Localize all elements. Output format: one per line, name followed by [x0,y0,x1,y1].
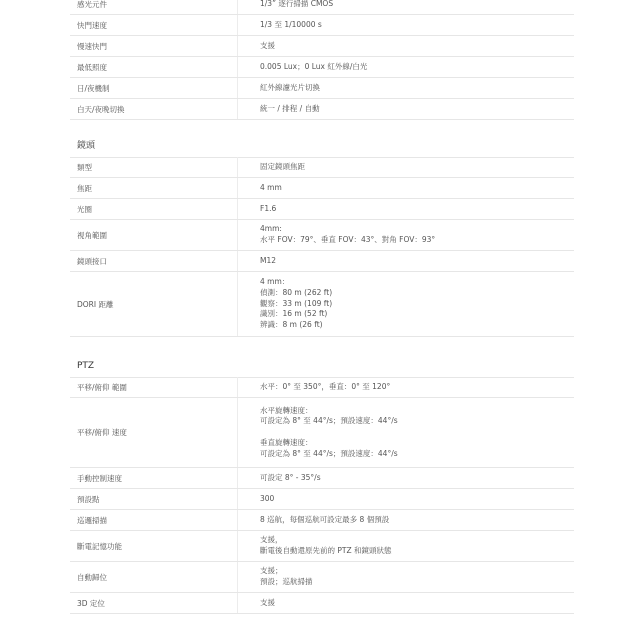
spec-value-line: 固定鏡頭焦距 [260,161,305,171]
spec-value-line: 支援 [260,40,275,50]
spec-value-line: 垂直旋轉速度： [260,437,313,447]
spec-row [70,0,574,15]
spec-value-line: 水平 FOV：79°、垂直 FOV：43°、對角 FOV：93° [260,235,436,244]
spec-row [70,157,574,178]
spec-row [70,562,574,593]
spec-value [260,531,392,561]
section-title: 鏡頭 [77,141,96,151]
spec-value-line: 水平旋轉速度： [260,405,313,415]
column-divider [237,468,238,488]
spec-value [260,99,320,119]
spec-label: 平移/俯仰 範圍 [77,382,127,392]
column-divider [237,593,238,613]
spec-row [70,531,574,562]
spec-value [260,398,398,467]
spec-row [70,251,574,272]
spec-value-line: 預設；巡航掃描 [260,577,313,586]
spec-row [70,57,574,78]
column-divider [237,36,238,56]
column-divider [237,562,238,592]
spec-value [260,78,320,98]
spec-value-line: 偵測：80 m (262 ft) [260,287,333,297]
spec-value [260,36,275,56]
spec-value [260,593,275,613]
column-divider [237,57,238,77]
spec-label: 最低照度 [77,62,107,72]
spec-value [260,15,322,35]
spec-value-line: 4 mm [260,182,282,192]
spec-row [70,468,574,489]
spec-label: 快門速度 [77,20,107,30]
column-divider [237,272,238,336]
spec-row [70,99,574,120]
spec-label: DORI 距離 [77,299,114,309]
column-divider [237,398,238,467]
spec-value [260,510,389,530]
section-header [70,120,574,158]
spec-row [70,199,574,220]
spec-row [70,36,574,57]
spec-row [70,510,574,531]
section-title: PTZ [77,361,95,371]
spec-label: 鏡頭接口 [77,256,107,266]
spec-value [260,468,321,488]
spec-row [70,593,574,614]
spec-value [260,272,332,336]
column-divider [237,178,238,198]
spec-label: 類型 [77,162,92,172]
column-divider [237,157,238,177]
spec-value [260,251,276,271]
spec-label: 巡邏掃描 [77,515,107,525]
spec-row [70,220,574,251]
spec-row [70,489,574,510]
spec-label: 手動控制速度 [77,473,122,483]
column-divider [237,99,238,119]
spec-label: 日/夜機制 [77,83,110,93]
section-header [70,337,574,378]
spec-value-line: 4 mm： [260,277,290,286]
spec-label: 慢速快門 [77,41,107,51]
spec-row [70,398,574,468]
spec-value [260,57,367,77]
spec-value-line: 識別：16 m (52 ft) [260,309,328,319]
spec-value-line: 水平：0° 至 350°，垂直：0° 至 120° [260,381,391,391]
spec-row [70,178,574,199]
column-divider [237,531,238,561]
spec-value [260,489,274,509]
spec-value-line: 觀察：33 m (109 ft) [260,298,333,308]
spec-value-line: 可設定為 8° 至 44°/s；預設速度：44°/s [260,448,398,458]
spec-value-line: 支援 [260,597,275,607]
spec-value-line: 1/3” 逐行掃描 CMOS [260,0,334,9]
spec-label: 白天/夜晚切換 [77,104,125,114]
column-divider [237,78,238,98]
spec-label: 預設點 [77,494,100,504]
column-divider [237,0,238,14]
spec-value [260,220,435,250]
spec-label: 視角範圍 [77,230,107,240]
spec-row [70,15,574,36]
column-divider [237,489,238,509]
spec-value-line: M12 [260,255,277,265]
column-divider [237,510,238,530]
spec-value-line: 可設定 8° - 35°/s [260,472,321,482]
spec-value-line: 紅外線濾光片切換 [260,82,320,92]
spec-value [260,178,282,198]
spec-value [260,377,390,397]
spec-label: 3D 定位 [77,598,105,608]
spec-label: 光圈 [77,204,92,214]
spec-label: 自動歸位 [77,572,107,582]
spec-value-line: 統一 / 排程 / 自動 [260,103,320,113]
spec-value [260,157,305,177]
column-divider [237,377,238,397]
column-divider [237,251,238,271]
spec-value-line: 辨識：8 m (26 ft) [260,320,323,330]
spec-value-line [260,427,398,438]
spec-value [260,562,313,592]
spec-row [70,272,574,337]
spec-value [260,199,276,219]
spec-value [260,0,333,14]
spec-label: 焦距 [77,183,92,193]
spec-value-line: 支援； [260,566,283,576]
spec-value-line: 1/3 至 1/10000 s [260,19,322,29]
spec-label: 感光元件 [77,0,107,9]
spec-value-line: 可設定為 8° 至 44°/s；預設速度：44°/s [260,416,398,426]
column-divider [237,15,238,35]
spec-value-line: 300 [260,493,275,503]
spec-value-line: 0.005 Lux；0 Lux 紅外線/白光 [260,61,368,71]
spec-row [70,78,574,99]
spec-value-line: 4mm: [260,224,282,234]
spec-value-line: 斷電後自動還原先前的 PTZ 和鏡頭狀態 [260,546,392,555]
spec-value-line: 8 巡航，每個巡航可設定最多 8 個預設 [260,514,390,524]
spec-label: 平移/俯仰 速度 [77,428,127,437]
column-divider [237,199,238,219]
spec-row [70,377,574,398]
spec-value-line: F1.6 [260,203,277,213]
spec-value-line: 支援， [260,535,283,545]
column-divider [237,220,238,250]
spec-label: 斷電記憶功能 [77,541,122,551]
